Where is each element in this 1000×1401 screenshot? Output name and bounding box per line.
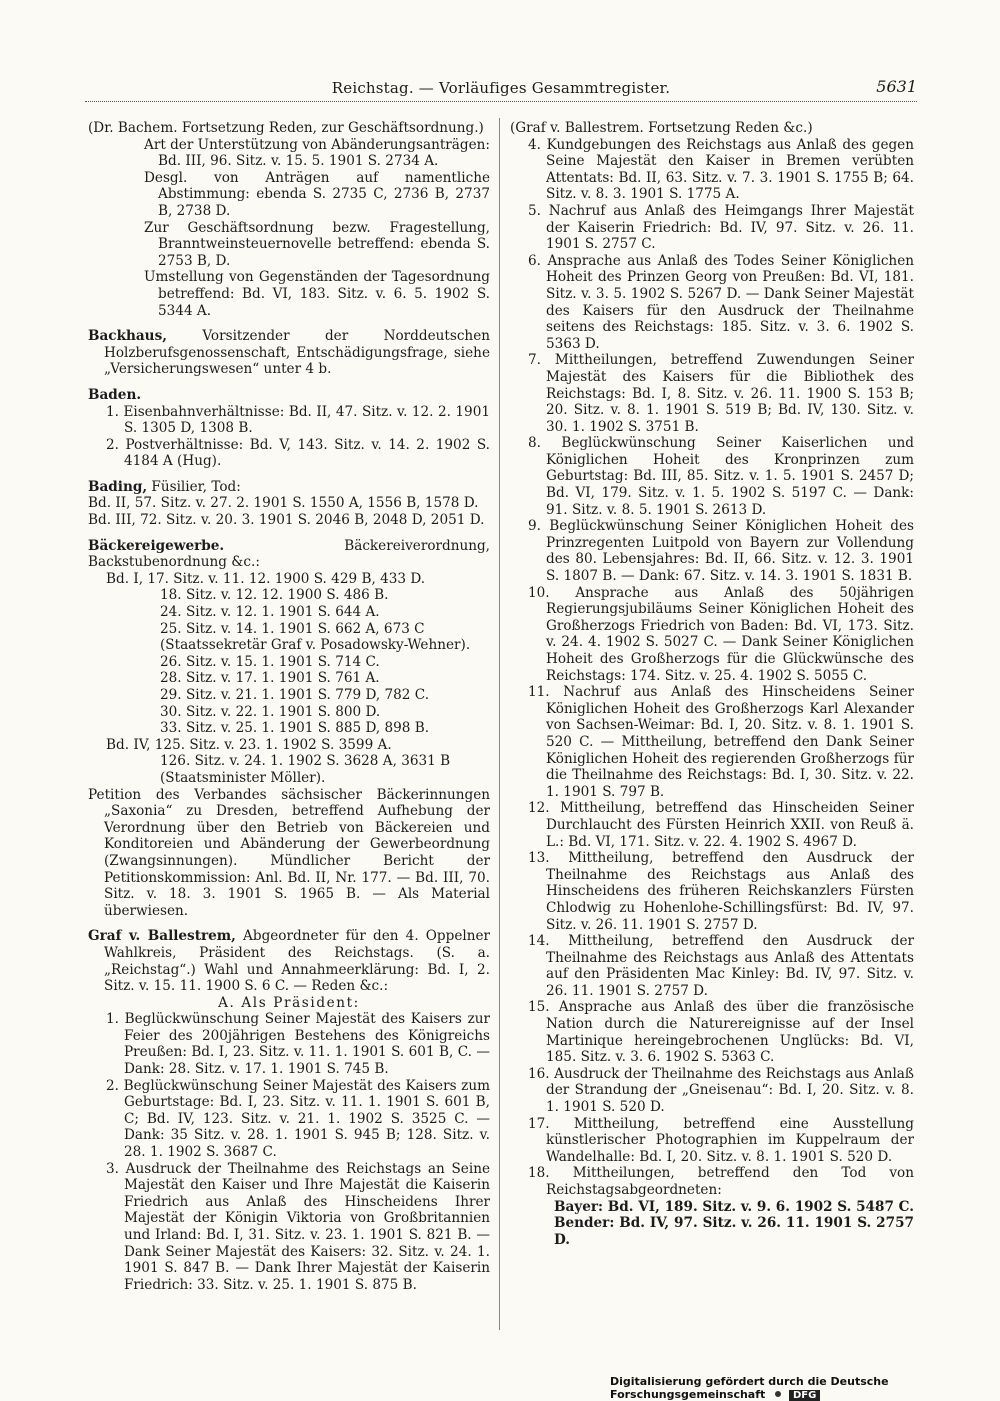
left-column [88, 120, 490, 1293]
list-item: 15. Ansprache aus Anlaß des über die französische Nation durch die Naturereignisse auf der Insel Martinique hereingebrochenen Unglücks: Bd. VI, 185. Sitz. v. 3. 6. 1902 S. 5363 C. [528, 999, 914, 1066]
headword-baden: Baden. [88, 386, 142, 403]
entry-baeckerei [88, 538, 490, 571]
headword: Graf v. Ballestrem, [88, 928, 236, 945]
running-title: Reichstag. — Vorläufiges Gesammtregister. [331, 79, 671, 97]
baeckerei-line: 126. Sitz. v. 24. 1. 1902 S. 3628 A, 3631 B [160, 753, 451, 770]
baeckerei-line: Bd. I, 17. Sitz. v. 11. 12. 1900 S. 429 B, 433 D. [106, 570, 426, 587]
entry-backhaus [88, 328, 490, 378]
list-item: 2. Postverhältnisse: Bd. V, 143. Sitz. v. 14. 2. 1902 S. 4184 A (Hug). [106, 436, 490, 470]
headword: Bading, [88, 478, 148, 495]
funding-footer [610, 1375, 988, 1401]
list-item: 1. Beglückwünschung Seiner Majestät des Kaisers zur Feier des 200jährigen Bestehens des Königreichs Preußen: Bd. I, 23. Sitz. v. 11. 1. 1901 S. 601 B, C. — Dank: 28. Sitz. v. 17. 1. 1901 S. 745 B. [106, 1011, 490, 1078]
baeckerei-line: 25. Sitz. v. 14. 1. 1901 S. 662 A, 673 C [160, 620, 425, 637]
list-item: 17. Mittheilung, betreffend eine Ausstellung künstlerischer Photographien im Kuppelraum der Wandelhalle: Bd. I, 20. Sitz. v. 8. 1. 1901 S. 520 D. [528, 1115, 914, 1165]
footer-text: Digitalisierung gefördert durch die Deutsche Forschungsgemeinschaft [610, 1375, 889, 1401]
list-item: 11. Nachruf aus Anlaß des Hinscheidens Seiner Königlichen Hoheit des Großherzogs Karl Alexander von Sachsen-Weimar: Bd. I, 20. Sitz. v. 8. 1. 1901 S. 520 C. — Mittheilung, betreffend den Dank Seiner Königlichen Hoheit des regierenden Großherzogs für die Theilnahme des Reichstags: Bd. I, 30. Sitz. v. 22. 1. 1901 S. 797 B. [528, 684, 914, 800]
bachem-line: Desgl. von Anträgen auf namentliche Abstimmung: ebenda S. 2735 C, 2736 B, 2737 B, 2738 D. [144, 169, 490, 219]
baeckerei-line: 18. Sitz. v. 12. 12. 1900 S. 486 B. [160, 587, 389, 604]
list-item: 16. Ausdruck der Theilnahme des Reichstags aus Anlaß der Strandung der „Gneisenau“: Bd. I, 20. Sitz. v. 8. 1. 1901 S. 520 D. [528, 1065, 914, 1116]
list-item: 7. Mittheilungen, betreffend Zuwendungen Seiner Majestät des Kaisers für die Bibliothek des Reichstags: Bd. I, 8. Sitz. v. 26. 11. 1900 S. 153 B; 20. Sitz. v. 8. 1. 1901 S. 519 B; Bd. IV, 130. Sitz. v. 30. 1. 1902 S. 3751 B. [528, 352, 914, 435]
bachem-continuation: (Dr. Bachem. Fortsetzung Reden, zur Geschäftsordnung.) [88, 120, 484, 136]
baeckerei-line: (Staatsminister Möller). [160, 769, 326, 786]
list-item: 12. Mittheilung, betreffend das Hinscheiden Seiner Durchlaucht des Fürsten Heinrich XXII. von Reuß ä. L.: Bd. VI, 171. Sitz. v. 22. 4. 1902 S. 4967 D. [528, 800, 914, 850]
bachem-line: Zur Geschäftsordnung bezw. Fragestellung, Branntweinsteuernovelle betreffend: ebenda S. 2753 B, D. [144, 219, 490, 269]
list-item: 4. Kundgebungen des Reichstags aus Anlaß des gegen Seine Majestät den Kaiser in Bremen verübten Attentats: Bd. II, 63. Sitz. v. 7. 3. 1901 S. 1755 B; 64. Sitz. v. 8. 3. 1901 S. 1775 A. [528, 136, 914, 203]
death-line: Bayer: Bd. VI, 189. Sitz. v. 9. 6. 1902 S. 5487 C. [554, 1198, 914, 1215]
entry-ballestrem [88, 928, 490, 994]
right-column [510, 120, 914, 1248]
list-item: 8. Beglückwünschung Seiner Kaiserlichen und Königlichen Hoheit des Kronprinzen zum Geburtstag: Bd. III, 85. Sitz. v. 1. 5. 1901 S. 2457 D; Bd. VI, 179. Sitz. v. 1. 5. 1902 S. 5197 C. — Dank: 91. Sitz. v. 8. 5. 1901 S. 2613 D. [528, 435, 914, 518]
baeckerei-line: (Staatssekretär Graf v. Posadowsky-Wehner). [160, 637, 471, 654]
baeckerei-line: 33. Sitz. v. 25. 1. 1901 S. 885 D, 898 B. [160, 720, 430, 737]
header-rule [85, 101, 917, 102]
baeckerei-line: 24. Sitz. v. 12. 1. 1901 S. 644 A. [160, 604, 380, 621]
entry-text: Abgeordneter für den 4. Oppelner Wahlkreis, Präsident des Reichstags. (S. a. „Reichstag“.) Wahl und Annahmeerklärung: Bd. I, 2. Sitz. v. 15. 11. 1900 S. 6 C. — Reden &c.: [104, 928, 491, 995]
bading-line: Bd. II, 57. Sitz. v. 27. 2. 1901 S. 1550 A, 1556 B, 1578 D. [88, 495, 479, 512]
baeckerei-line: Bd. IV, 125. Sitz. v. 23. 1. 1902 S. 3599 A. [106, 736, 392, 753]
baeckerei-line: 30. Sitz. v. 22. 1. 1901 S. 800 D. [160, 703, 381, 720]
baeckerei-line: 29. Sitz. v. 21. 1. 1901 S. 779 D, 782 C. [160, 687, 430, 703]
list-item: 18. Mittheilungen, betreffend den Tod von Reichstagsabgeordneten: [528, 1165, 914, 1198]
entry-text: Füsilier, Tod: [151, 478, 241, 495]
entry-bading [88, 479, 490, 496]
entry-text: Bäckereiverordnung, Backstubenordnung &c.: [88, 537, 490, 571]
baeckerei-petition: Petition des Verbandes sächsischer Bäckerinnungen „Saxonia“ zu Dresden, betreffend Aufhebung der Verordnung über den Betrieb von Bäckereien und Konditoreien und Abänderung der Gewerbeordnung (Zwangsinnungen). Mündlicher Bericht der Petitionskommission: Anl. Bd. II, Nr. 177. — Bd. III, 70. Sitz. v. 18. 3. 1901 S. 1965 B. — Als Material überwiesen. [88, 786, 490, 919]
baeckerei-line: 28. Sitz. v. 17. 1. 1901 S. 761 A. [160, 670, 380, 687]
dot-icon [775, 1391, 781, 1397]
bachem-line: Art der Unterstützung von Abänderungsanträgen: Bd. III, 96. Sitz. v. 15. 5. 1901 S. 2734 A. [144, 136, 490, 170]
headword: Backhaus, [88, 328, 167, 345]
page-number: 5631 [876, 77, 917, 96]
list-item: 3. Ausdruck der Theilnahme des Reichstags an Seine Majestät den Kaiser und Ihre Majestät die Kaiserin Friedrich aus Anlaß des Hinscheidens Ihrer Majestät der Königin Viktoria von Großbritannien und Irland: Bd. I, 31. Sitz. v. 23. 1. 1901 S. 821 B. — Dank Seiner Majestät des Kaisers: 32. Sitz. v. 24. 1. 1901 S. 847 B. — Dank Ihrer Majestät der Kaiserin Friedrich: 33. Sitz. v. 25. 1. 1901 S. 875 B. [106, 1160, 490, 1293]
section-subhead: A. Als Präsident: [218, 994, 360, 1011]
list-item: 10. Ansprache aus Anlaß des 50jährigen Regierungsjubiläums Seiner Königlichen Hoheit des Großherzogs Friedrich von Baden: Bd. VI, 173. Sitz. v. 24. 4. 1902 S. 5027 C. — Dank Seiner Königlichen Hoheit des Großherzogs für die Glückwünsche des Reichstags: 174. Sitz. v. 25. 4. 1902 S. 5055 C. [528, 584, 914, 684]
dfg-logo: DFG [789, 1390, 820, 1401]
death-line: Bender: Bd. IV, 97. Sitz. v. 26. 11. 1901 S. 2757 D. [554, 1215, 914, 1248]
baeckerei-line: 26. Sitz. v. 15. 1. 1901 S. 714 C. [160, 653, 380, 670]
list-item: 1. Eisenbahnverhältnisse: Bd. II, 47. Sitz. v. 12. 2. 1901 S. 1305 D, 1308 B. [106, 403, 490, 437]
column-divider [499, 118, 500, 1330]
list-item: 6. Ansprache aus Anlaß des Todes Seiner Königlichen Hoheit des Prinzen Georg von Preußen: Bd. VI, 181. Sitz. v. 3. 5. 1902 S. 5267 D. — Dank Seiner Majestät des Kaisers für den Ausdruck der Theilnahme seitens des Reichstags: 185. Sitz. v. 3. 6. 1902 S. 5363 D. [528, 252, 914, 352]
headword: Bäckereigewerbe. [88, 537, 225, 554]
list-item: 14. Mittheilung, betreffend den Ausdruck der Theilnahme des Reichstags aus Anlaß des Attentats auf den Präsidenten Mac Kinley: Bd. IV, 97. Sitz. v. 26. 11. 1901 S. 2757 D. [528, 933, 914, 999]
ballestrem-continuation: (Graf v. Ballestrem. Fortsetzung Reden &c.) [510, 120, 813, 136]
entry-text: Vorsitzender der Norddeutschen Holzberufsgenossenschaft, Entschädigungsfrage, siehe „Versicherungswesen“ unter 4 b. [104, 328, 490, 378]
list-item: 9. Beglückwünschung Seiner Königlichen Hoheit des Prinzregenten Luitpold von Bayern zur Vollendung des 80. Lebensjahres: Bd. II, 66. Sitz. v. 12. 3. 1901 S. 1807 B. — Dank: 67. Sitz. v. 14. 3. 1901 S. 1831 B. [528, 518, 914, 585]
page-header [85, 76, 917, 100]
list-item: 2. Beglückwünschung Seiner Majestät des Kaisers zum Geburtstage: Bd. I, 23. Sitz. v. 11. 1. 1901 S. 601 B, C; Bd. IV, 123. Sitz. v. 21. 1. 1902 S. 3525 C. — Dank: 35 Sitz. v. 28. 1. 1901 S. 945 B; 128. Sitz. v. 28. 1. 1902 S. 3687 C. [106, 1077, 490, 1161]
bading-line: Bd. III, 72. Sitz. v. 20. 3. 1901 S. 2046 B, 2048 D, 2051 D. [88, 512, 485, 529]
list-item: 5. Nachruf aus Anlaß des Heimgangs Ihrer Majestät der Kaiserin Friedrich: Bd. IV, 97. Sitz. v. 26. 11. 1901 S. 2757 C. [528, 202, 914, 253]
list-item: 13. Mittheilung, betreffend den Ausdruck der Theilnahme des Reichstags aus Anlaß des Hinscheidens des früheren Reichskanzlers Fürsten Chlodwig zu Hohenlohe-Schillingsfürst: Bd. IV, 97. Sitz. v. 26. 11. 1901 S. 2757 D. [528, 850, 914, 933]
bachem-line: Umstellung von Gegenständen der Tagesordnung betreffend: Bd. VI, 183. Sitz. v. 6. 5. 1902 S. 5344 A. [144, 269, 490, 319]
